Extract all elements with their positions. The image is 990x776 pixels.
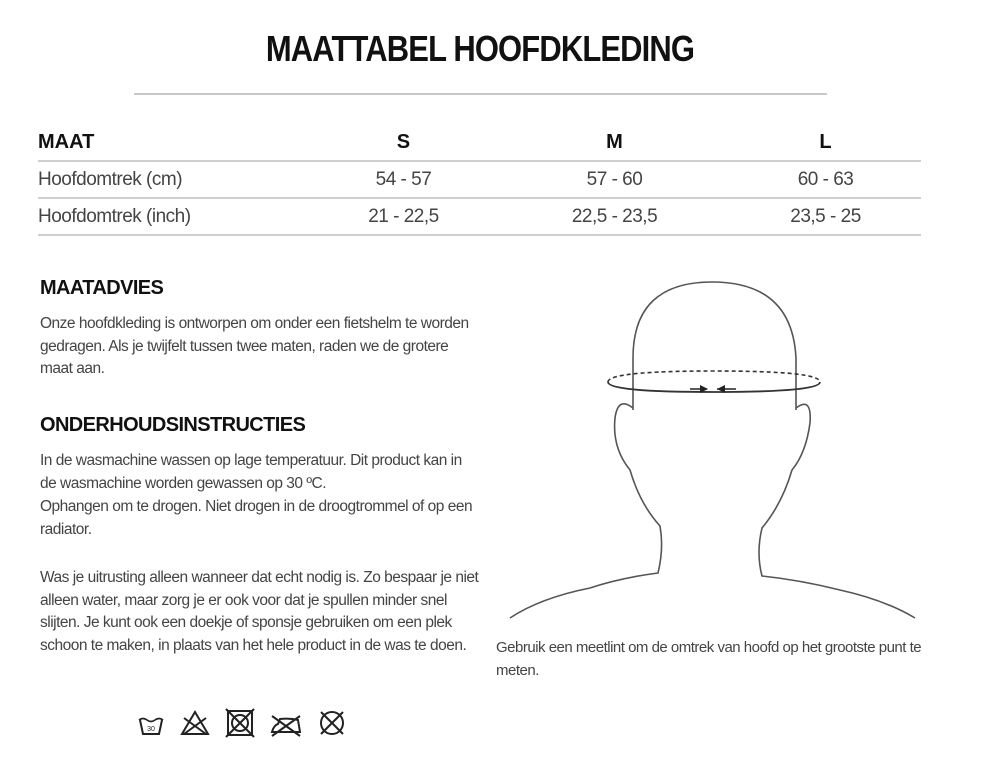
wash-30-icon [136,708,166,738]
no-tumble-dry-icon [224,708,256,738]
care-text-wash: In de wasmachine wassen op lage temperatuur. Dit product kan in de wasmachine worden gewassen op 30 ºC. [40,452,462,492]
care-heading: ONDERHOUDSINSTRUCTIES [40,414,306,436]
figure-caption: Gebruik een meetlint om de omtrek van hoofd op het grootste punt te meten. [496,639,922,679]
tape-back-dashed [608,371,820,382]
table-row [38,161,921,198]
head-measurement-illustration [500,278,920,623]
table-cell: 23,5 - 25 [790,205,861,227]
no-iron-icon [268,708,304,738]
care-text-dry: Ophangen om te drogen. Niet drogen in de droogtrommel of op een radiator. [40,498,473,538]
advice-text: Onze hoofdkleding is ontworpen om onder een fietshelm te worden gedragen. Als je twijfelt tussen twee maten, raden we de grotere maat aan. [40,315,469,377]
care-icons [136,708,348,738]
left-ear-neck-outline [510,404,662,618]
tape-front [608,382,820,392]
table-row [38,198,921,235]
table-cell: 22,5 - 23,5 [571,205,658,227]
title-divider [134,93,827,95]
header-maat: MAAT [38,130,95,153]
row-label: Hoofdomtrek (inch) [38,205,191,227]
header-s: S [396,130,411,153]
table-cell: 57 - 60 [586,168,643,190]
no-bleach-icon [178,708,212,738]
right-ear-neck-outline [759,404,915,618]
header-l: L [819,130,832,153]
table-cell: 54 - 57 [375,168,432,190]
svg-text:30: 30 [147,726,155,733]
header-m: M [606,130,623,153]
table-header-row [38,124,921,161]
care-text-tips: Was je uitrusting alleen wanneer dat echt nodig is. Zo bespaar je niet alleen water, maar zorg je er ook voor dat je spullen minder snel slijten. Je kunt ook een doekje of sponsje gebruiken om een plek schoon te maken, in plaats van het hele product in de was te doen. [40,569,479,654]
row-label: Hoofdomtrek (cm) [38,168,183,190]
no-dry-clean-icon [316,708,348,738]
advice-heading: MAATADVIES [40,277,164,299]
table-cell: 21 - 22,5 [368,205,439,227]
page-title: MAATTABEL HOOFDKLEDING [265,28,695,69]
size-table [38,124,921,236]
table-cell: 60 - 63 [797,168,854,190]
